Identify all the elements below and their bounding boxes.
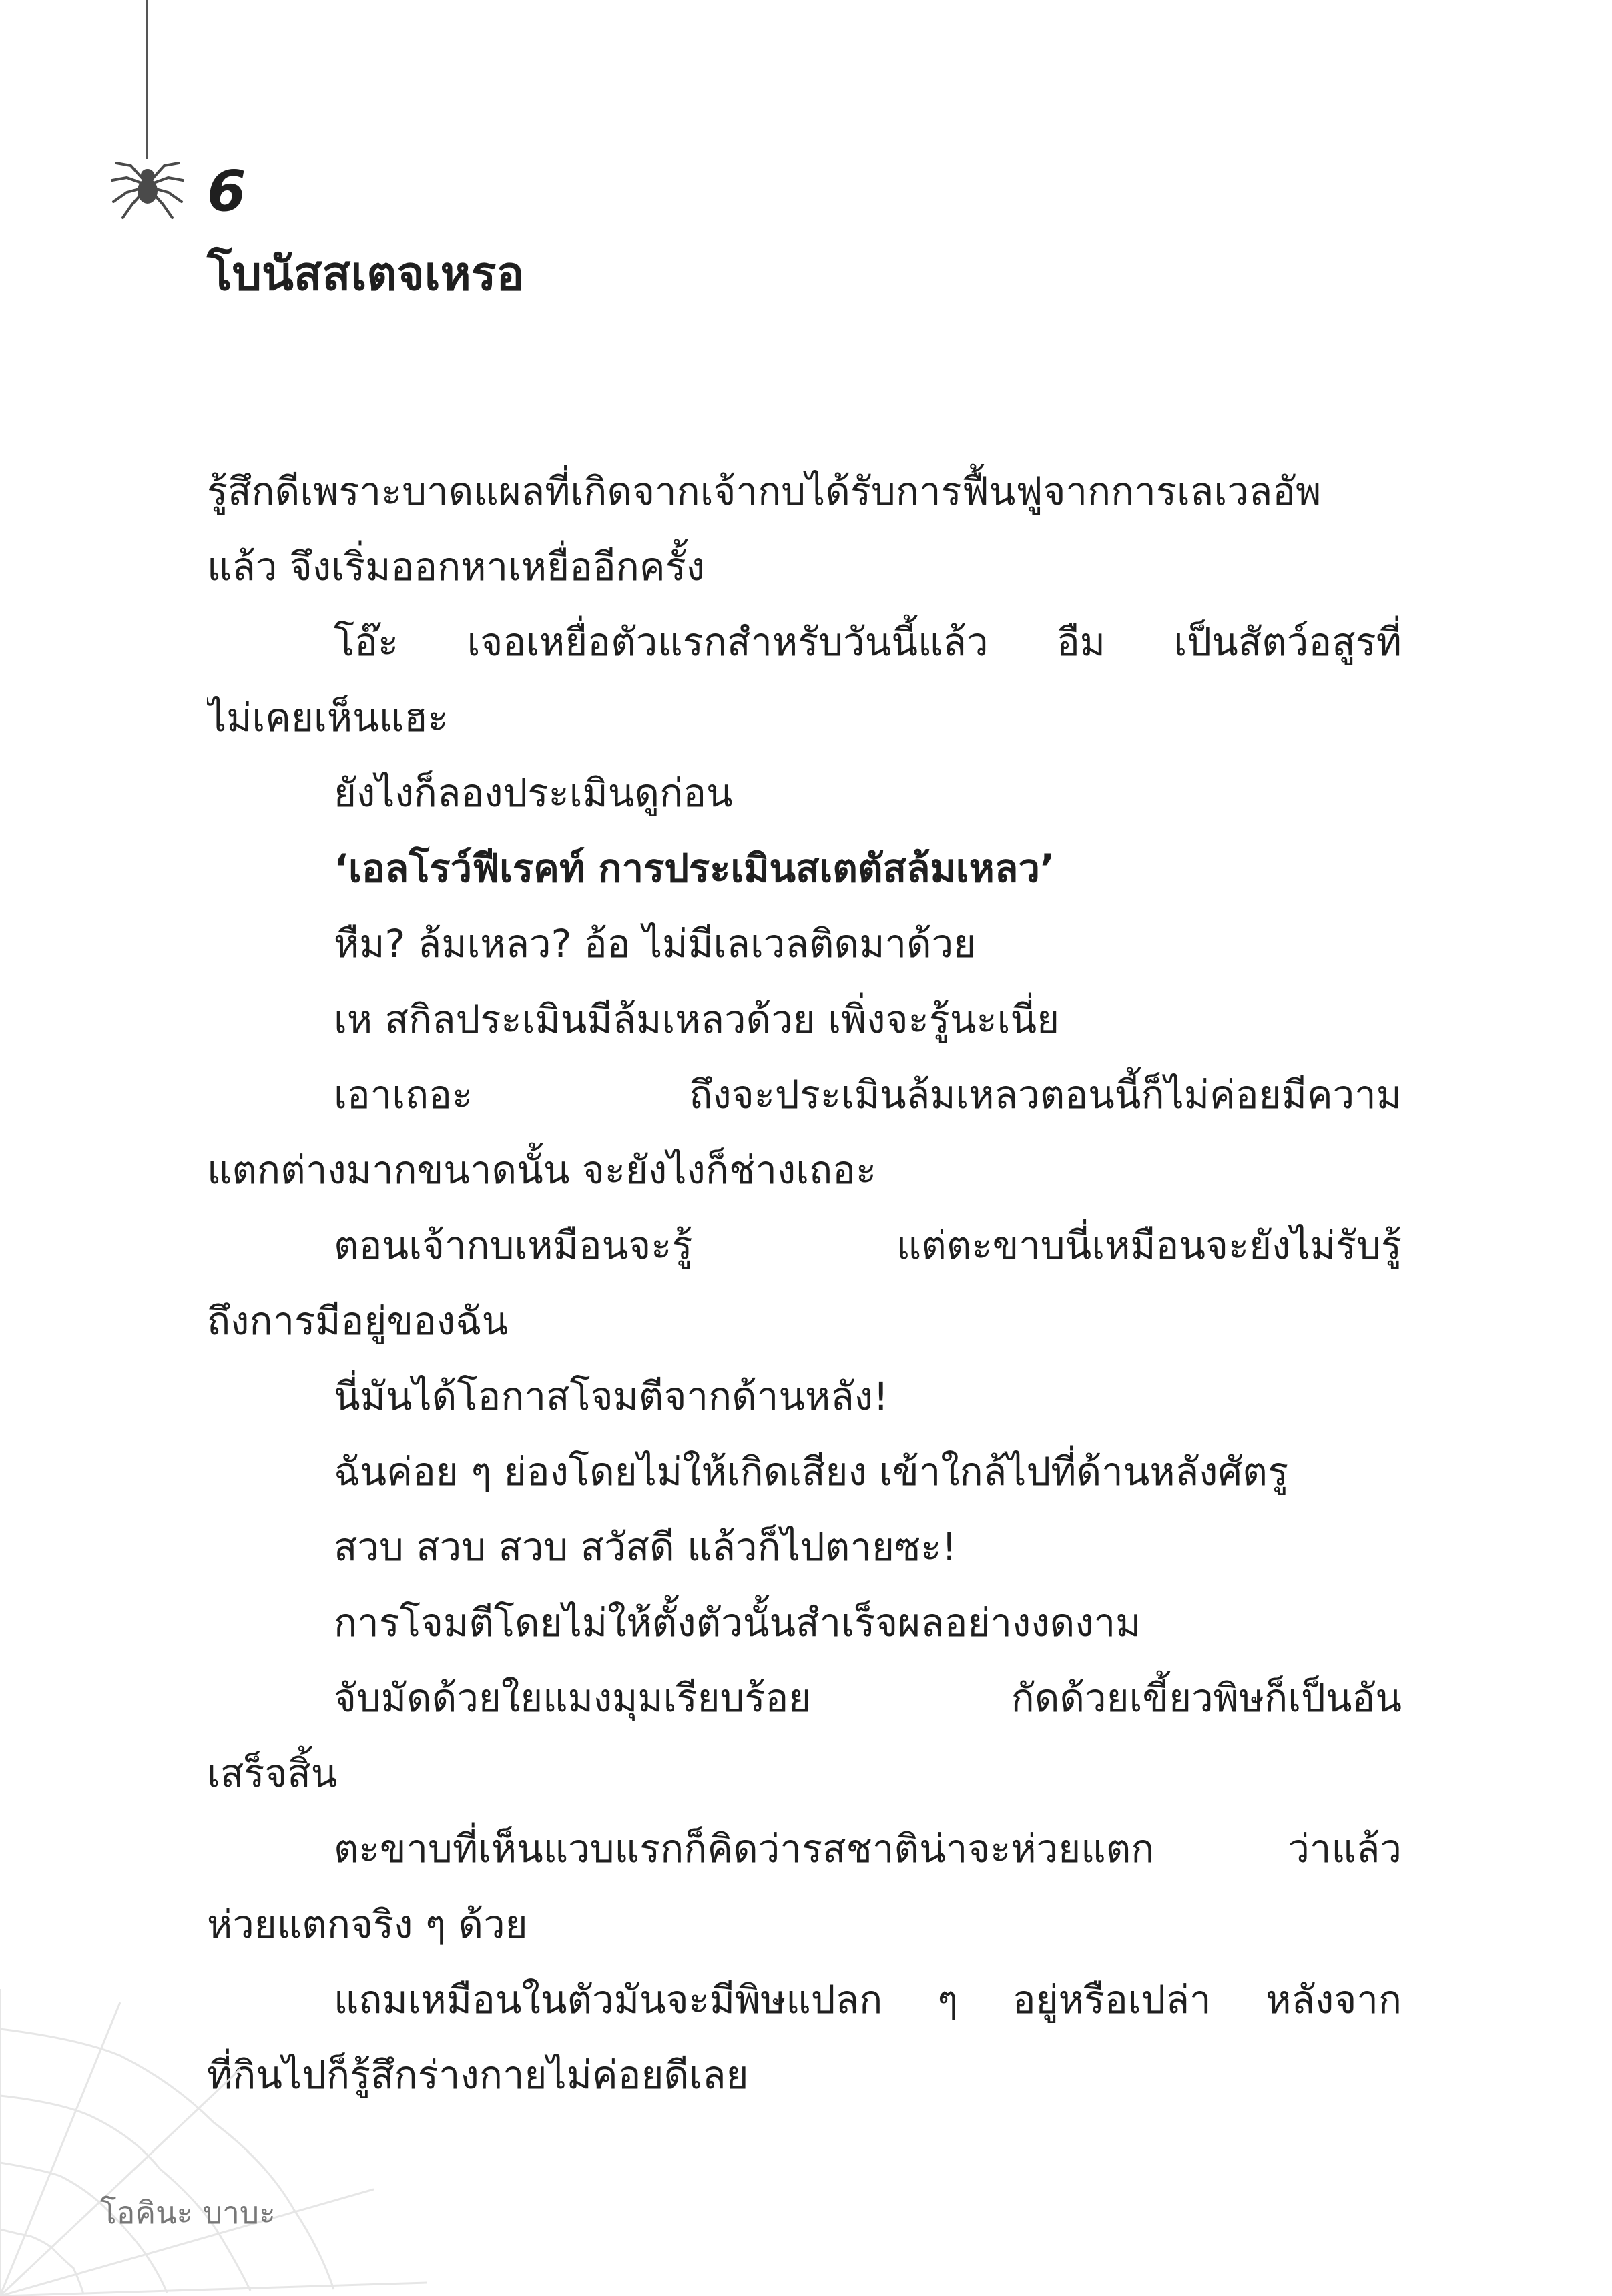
body-line: ตะขาบที่เห็นแวบแรกก็คิดว่ารสชาติน่าจะห่วยแตก ว่าแล้ว — [334, 1826, 1402, 1872]
body-line: ไม่เคยเห็นแฮะ — [207, 695, 449, 740]
body-line: ที่กินไปก็รู้สึกร่างกายไม่ค่อยดีเลย — [207, 2052, 749, 2098]
footer-author: โอคินะ บาบะ — [100, 2195, 276, 2231]
chapter-body — [207, 454, 1402, 2113]
spider-icon — [111, 148, 184, 222]
body-line: ห่วยแตกจริง ๆ ด้วย — [207, 1902, 528, 1947]
body-line: นี่มันได้โอกาสโจมตีจากด้านหลัง! — [334, 1374, 889, 1419]
body-line: ยังไงก็ลองประเมินดูก่อน — [334, 770, 733, 816]
body-line: โอ๊ะ เจอเหยื่อตัวแรกสำหรับวันนี้แล้ว อืม เป็นสัตว์อสูรที่ — [334, 619, 1402, 665]
body-line: หืม? ล้มเหลว? อ้อ ไม่มีเลเวลติดมาด้วย — [334, 921, 977, 966]
body-line: แถมเหมือนในตัวมันจะมีพิษแปลก ๆ อยู่หรือเปล่า หลังจาก — [334, 1977, 1402, 2022]
chapter-number: 6 — [207, 158, 246, 224]
spider-web-icon — [0, 1989, 427, 2296]
spider-thread — [146, 0, 148, 159]
body-line-bold: ‘เอลโรว์ฟีเรคท์ การประเมินสเตตัสล้มเหลว’ — [334, 846, 1055, 891]
body-line: การโจมตีโดยไม่ให้ตั้งตัวนั้นสำเร็จผลอย่างงดงาม — [334, 1600, 1141, 1645]
body-line: ฉันค่อย ๆ ย่องโดยไม่ให้เกิดเสียง เข้าใกล้ไปที่ด้านหลังศัตรู — [334, 1449, 1289, 1494]
chapter-title: โบนัสสเตจเหรอ — [207, 246, 525, 301]
body-line: เสร็จสิ้น — [207, 1751, 338, 1796]
body-line: แตกต่างมากขนาดนั้น จะยังไงก็ช่างเถอะ — [207, 1147, 877, 1193]
body-line: รู้สึกดีเพราะบาดแผลที่เกิดจากเจ้ากบได้รับการฟื้นฟูจากการเลเวลอัพ — [207, 469, 1322, 514]
body-line: จับมัดด้วยใยแมงมุมเรียบร้อย กัดด้วยเขี้ยวพิษก็เป็นอัน — [334, 1675, 1402, 1721]
body-line: สวบ สวบ สวบ สวัสดี แล้วก็ไปตายซะ! — [334, 1524, 957, 1570]
body-line: เอาเถอะ ถึงจะประเมินล้มเหลวตอนนี้ก็ไม่ค่อยมีความ — [334, 1072, 1402, 1117]
body-line: ถึงการมีอยู่ของฉัน — [207, 1298, 509, 1344]
body-line: ตอนเจ้ากบเหมือนจะรู้ แต่ตะขาบนี่เหมือนจะยังไม่รับรู้ — [334, 1223, 1402, 1268]
body-line: เห สกิลประเมินมีล้มเหลวด้วย เพิ่งจะรู้นะเนี่ย — [334, 996, 1060, 1042]
body-line: แล้ว จึงเริ่มออกหาเหยื่ออีกครั้ง — [207, 544, 706, 589]
